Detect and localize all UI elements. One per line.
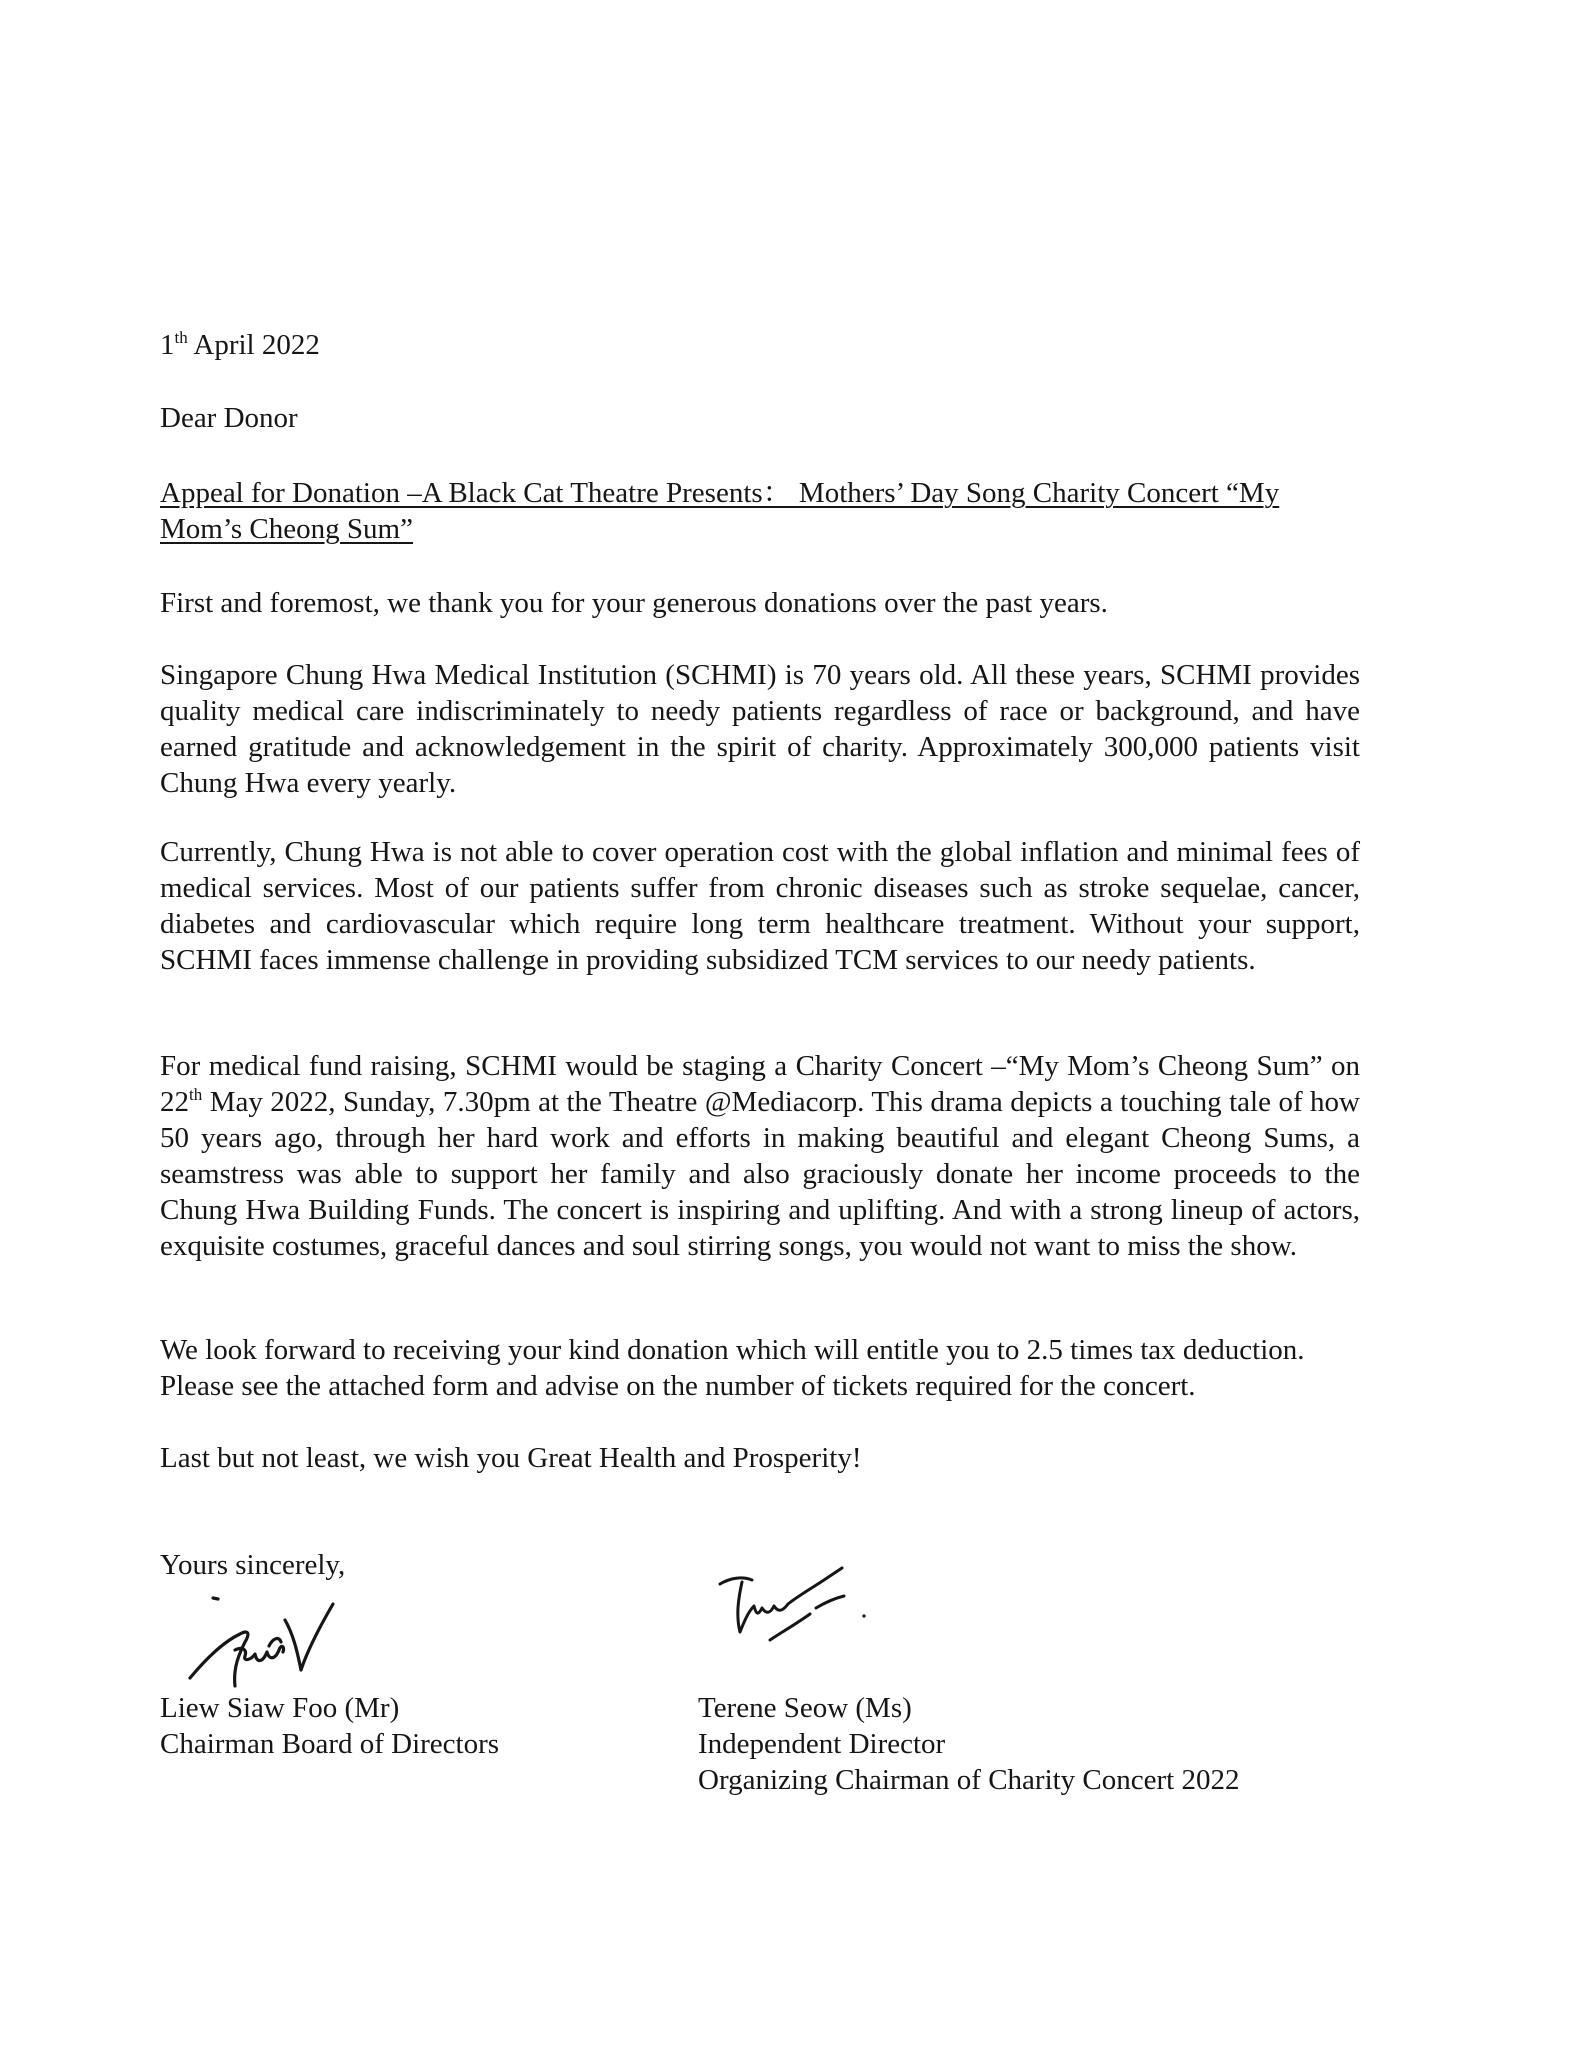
paragraph-wishes: Last but not least, we wish you Great Health and Prosperity! (160, 1442, 862, 1474)
concert-date-suffix: th (189, 1085, 203, 1104)
closing: Yours sincerely, (160, 1549, 346, 1581)
subject-text: Appeal for Donation –A Black Cat Theatre Presents： Mothers’ Day Song Charity Concert “My Mom’s Cheong Sum” (160, 477, 1280, 545)
paragraph-donation-request: We look forward to receiving your kind donation which will entitle you to 2.5 times tax deduction. Please see the attached form and advise on the number of tickets required for the concert. (160, 1334, 1305, 1402)
signatory-left-title: Chairman Board of Directors (160, 1728, 500, 1760)
concert-text-part2: May 2022, Sunday, 7.30pm at the Theatre @Mediacorp. This drama depicts a touching tale of how 50 years ago, through her hard work and efforts in making beautiful and elegant Cheong Sums, a seamstress was able to support her family and also graciously donate her income proceeds to the Chung Hwa Building Funds. The concert is inspiring and uplifting. And with a strong lineup of actors, exquisite costumes, graceful dances and soul stirring songs, you would not want to miss the show. (160, 1086, 1360, 1262)
date-day: 1 (160, 329, 175, 361)
signatory-right-name: Terene Seow (Ms) (698, 1692, 912, 1724)
date-suffix: th (174, 328, 188, 347)
letter-date (160, 327, 1360, 363)
signatory-right-title2: Organizing Chairman of Charity Concert 2022 (698, 1764, 1240, 1796)
signatory-right (698, 1690, 1239, 1798)
concert-text-part1: For medical fund raising, SCHMI would be staging a Charity Concert –“My Mom’s Cheong Sum” on 22 (160, 1050, 1360, 1118)
paragraph-institution: Singapore Chung Hwa Medical Institution (SCHMI) is 70 years old. All these years, SCHMI provides quality medical care indiscriminately to needy patients regardless of race or background, and have earned gratitude and acknowledgement in the spirit of charity. Approximately 300,000 patients visit Chung Hwa every yearly. (160, 659, 1360, 799)
paragraph-funding-need: Currently, Chung Hwa is not able to cover operation cost with the global inflation and minimal fees of medical services. Most of our patients suffer from chronic diseases such as stroke sequelae, cancer, diabetes and cardiovascular which require long term healthcare treatment. Without your support, SCHMI faces immense challenge in providing subsidized TCM services to our needy patients. (160, 836, 1360, 976)
signatory-left-name: Liew Siaw Foo (Mr) (160, 1692, 400, 1724)
subject-line (160, 475, 1360, 547)
signature-liew-siaw-foo (185, 1590, 345, 1690)
date-month-year: April 2022 (187, 329, 320, 361)
salutation: Dear Donor (160, 402, 298, 434)
signature-terene-seow (712, 1562, 882, 1657)
signatory-right-title: Independent Director (698, 1728, 946, 1760)
signatory-left (160, 1690, 499, 1762)
paragraph-thanks: First and foremost, we thank you for your generous donations over the past years. (160, 587, 1108, 619)
paragraph-concert (160, 1048, 1360, 1264)
